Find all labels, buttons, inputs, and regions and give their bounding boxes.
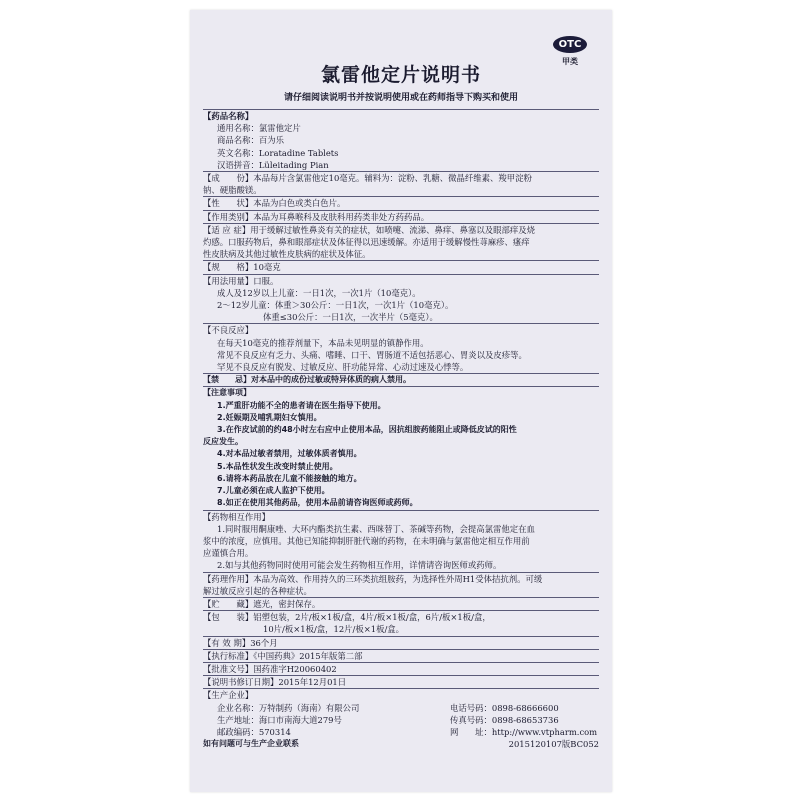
- manufacturer-address: 生产地址：海口市南海大道279号: [217, 714, 342, 725]
- leaflet-content: [203, 109, 599, 750]
- precaution-item: 3.在作皮试前的约48小时左右应中止使用本品，因抗组胺药能阻止或降低皮试的阳性: [217, 425, 517, 435]
- interactions-line1: 1.同时服用酮康唑、大环内酯类抗生素、西咪替丁、茶碱等药物，会提高氯雷他定在血: [217, 523, 535, 534]
- standard-text: 【执行标准】《中国药典》2015年版第二部: [203, 650, 363, 661]
- manufacturer-heading: 【生产企业】: [203, 690, 254, 701]
- contraindications-text: 【禁 忌】对本品中的成份过敏或特异体质的病人禁用。: [203, 375, 411, 385]
- section-spec: [203, 260, 599, 273]
- section-category: [203, 210, 599, 223]
- category-text: 【作用类别】本品为耳鼻喉科及皮肤科用药类非处方药药品。: [203, 211, 430, 222]
- approval-text: 【批准文号】国药准字H20060402: [203, 663, 337, 674]
- spec-text: 【规 格】10毫克: [203, 262, 281, 273]
- section-interactions: [203, 510, 599, 572]
- trade-name: 商品名称：百为乐: [217, 135, 284, 146]
- section-manufacturer: [203, 688, 599, 750]
- otc-class-label: 甲类: [562, 57, 578, 66]
- section-approval: [203, 662, 599, 675]
- adverse-heading: 【不良反应】: [203, 325, 254, 336]
- manufacturer-postcode: 邮政编码：570314: [217, 726, 291, 737]
- interactions-line3: 应谨慎合用。: [203, 548, 254, 559]
- precaution-item: 4.对本品过敏者禁用，过敏体质者慎用。: [217, 449, 362, 459]
- precaution-item: 2.妊娠期及哺乳期妇女慎用。: [217, 412, 322, 422]
- dosage-child-2: 体重≤30公斤：一日1次，一次半片（5毫克）。: [263, 312, 438, 323]
- manufacturer-row-2: [203, 714, 599, 726]
- ingredients-line2: 钠、硬脂酸镁。: [203, 185, 262, 196]
- section-revision: [203, 675, 599, 688]
- manufacturer-fax: 传真号码：0898-68653736: [450, 714, 559, 725]
- indications-line1: 【适 应 症】用于缓解过敏性鼻炎有关的症状，如喷嚏、流涕、鼻痒、鼻塞以及眼部痒及烧: [203, 224, 535, 235]
- precaution-item: 6.请将本药品放在儿童不能接触的地方。: [217, 473, 362, 483]
- section-indications: [203, 223, 599, 261]
- section-validity: [203, 636, 599, 649]
- section-precautions: [203, 386, 599, 509]
- manufacturer-row-1: [203, 702, 599, 714]
- section-package: [203, 610, 599, 635]
- precaution-item: 5.本品性状发生改变时禁止使用。: [217, 461, 338, 471]
- pinyin-name: 汉语拼音：Lüleitading Pian: [217, 159, 329, 170]
- appearance-text: 【性 状】本品为白色或类白色片。: [203, 198, 346, 209]
- section-pharmacology: [203, 572, 599, 597]
- dosage-heading: 【用法用量】口服。: [203, 275, 279, 286]
- footer-contact: 如有问题可与生产企业联系: [203, 739, 299, 749]
- pharmacology-line1: 【药理作用】本品为高效、作用持久的三环类抗组胺药，为选择性外周H1受体拮抗剂。可缓: [203, 573, 543, 584]
- footer-version-code: 2015120107版BC052: [508, 739, 599, 750]
- interactions-heading: 【药物相互作用】: [203, 511, 270, 522]
- section-appearance: [203, 196, 599, 209]
- leaflet-sheet: [190, 10, 612, 792]
- document-title: 氯雷他定片说明书: [320, 64, 481, 86]
- validity-text: 【有 效 期】36个月: [203, 637, 278, 648]
- adverse-line1: 在每天10毫克的推荐剂量下，本品未见明显的镇静作用。: [217, 337, 429, 348]
- ingredients-line1: 【成 份】本品每片含氯雷他定10毫克。辅料为：淀粉、乳糖、微晶纤维素、羧甲淀粉: [203, 173, 532, 184]
- pharmacology-line2: 解过敏反应引起的各种症状。: [203, 585, 312, 596]
- precaution-item: 7.儿童必须在成人监护下使用。: [217, 486, 330, 496]
- english-name: 英文名称：Loratadine Tablets: [217, 147, 339, 158]
- manufacturer-website: 网 址：http://www.vtpharm.com: [450, 726, 598, 737]
- adverse-line3: 罕见不良反应有脱发、过敏反应、肝功能异常、心动过速及心悸等。: [217, 362, 469, 373]
- precautions-heading: 【注意事项】: [203, 388, 251, 398]
- indications-line3: 性皮肤病及其他过敏性皮肤病的症状及体征。: [203, 249, 371, 260]
- adverse-line2: 常见不良反应有乏力、头痛、嗜睡、口干、胃肠道不适包括恶心、胃炎以及皮疹等。: [217, 349, 527, 360]
- manufacturer-name: 企业名称：万特制药（海南）有限公司: [217, 702, 360, 713]
- revision-text: 【说明书修订日期】2015年12月01日: [203, 677, 347, 688]
- manufacturer-row-3: [203, 726, 599, 738]
- package-line2: 10片/板×1板/盒，12片/板×1板/盒。: [263, 624, 405, 635]
- drug-name-heading: 【药品名称】: [203, 111, 254, 121]
- generic-name: 通用名称：氯雷他定片: [217, 123, 301, 134]
- precaution-item: 反应发生。: [203, 437, 243, 447]
- interactions-line4: 2.如与其他药物同时使用可能会发生药物相互作用，详情请咨询医师或药师。: [217, 560, 502, 571]
- section-ingredients: [203, 171, 599, 196]
- footer-row: [203, 738, 599, 750]
- manufacturer-phone: 电话号码：0898-68666600: [450, 702, 559, 713]
- section-storage: [203, 597, 599, 610]
- dosage-child-1: 2～12岁儿童：体重＞30公斤：一日1次，一次1片（10毫克）。: [217, 300, 454, 311]
- package-line1: 【包 装】铝塑包装，2片/板×1板/盒，4片/板×1板/盒，6片/板×1板/盒，: [203, 612, 491, 623]
- section-contraindications: [203, 373, 599, 386]
- storage-text: 【贮 藏】遮光，密封保存。: [203, 598, 321, 609]
- precaution-item: 1.严重肝功能不全的患者请在医生指导下使用。: [217, 400, 386, 410]
- dosage-adult: 成人及12岁以上儿童：一日1次，一次1片（10毫克）。: [217, 287, 421, 298]
- section-standard: [203, 649, 599, 662]
- document-subtitle: 请仔细阅读说明书并按说明使用或在药师指导下购买和使用: [283, 93, 518, 103]
- indications-line2: 灼感。口服药物后，鼻和眼部症状及体征得以迅速缓解。亦适用于缓解慢性荨麻疹、瘙痒: [203, 237, 530, 248]
- interactions-line2: 浆中的浓度，应慎用。其他已知能抑制肝脏代谢的药物，在未明确与氯雷他定相互作用前: [203, 535, 530, 546]
- section-drug-name: [203, 109, 599, 171]
- section-dosage: [203, 274, 599, 324]
- section-adverse: [203, 323, 599, 373]
- precaution-item: 8.如正在使用其他药品，使用本品前请咨询医师或药师。: [217, 498, 418, 508]
- otc-label: OTC: [553, 36, 587, 53]
